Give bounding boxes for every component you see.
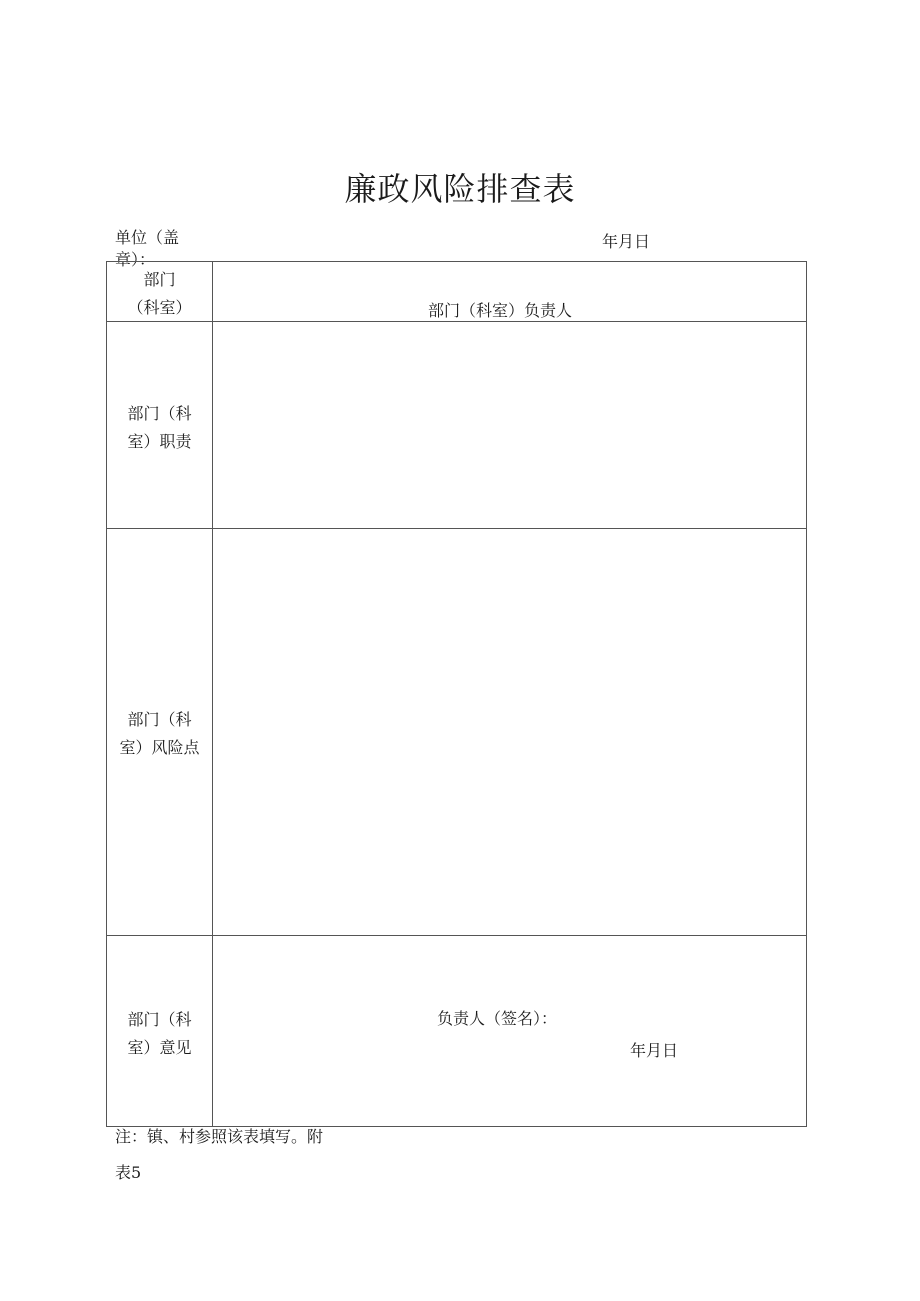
row-duties-label-line2: 室）职责 (127, 432, 192, 451)
page-title: 廉政风险排查表 (344, 170, 576, 208)
signature-label: 负责人（签名）： (437, 1009, 558, 1028)
row-opinion-label-line1: 部门（科 (127, 1010, 192, 1029)
row-department-label (107, 266, 212, 322)
row-department-label-line2: （科室） (127, 298, 192, 317)
footer-note: 注：镇、村参照该表填写。附 (115, 1127, 324, 1146)
row-risk-points-label (107, 706, 212, 762)
row-department-label-line1: 部门 (143, 270, 176, 289)
row-duties-label-line1: 部门（科 (127, 404, 192, 423)
appendix-label: 表5 (115, 1163, 142, 1182)
department-head-label: 部门（科室）负责人 (428, 301, 573, 320)
unit-seal-label: 单位（盖章）： (115, 228, 180, 269)
row-opinion-label (107, 1006, 212, 1062)
row-duties-label (107, 400, 212, 456)
row-risk-points-label-line1: 部门（科 (127, 710, 192, 729)
column-divider (212, 261, 213, 1127)
header-date: 年月日 (602, 232, 651, 251)
signature-date: 年月日 (630, 1041, 679, 1060)
row-risk-points-label-line2: 室）风险点 (119, 738, 200, 757)
row-opinion-label-line2: 室）意见 (127, 1038, 192, 1057)
